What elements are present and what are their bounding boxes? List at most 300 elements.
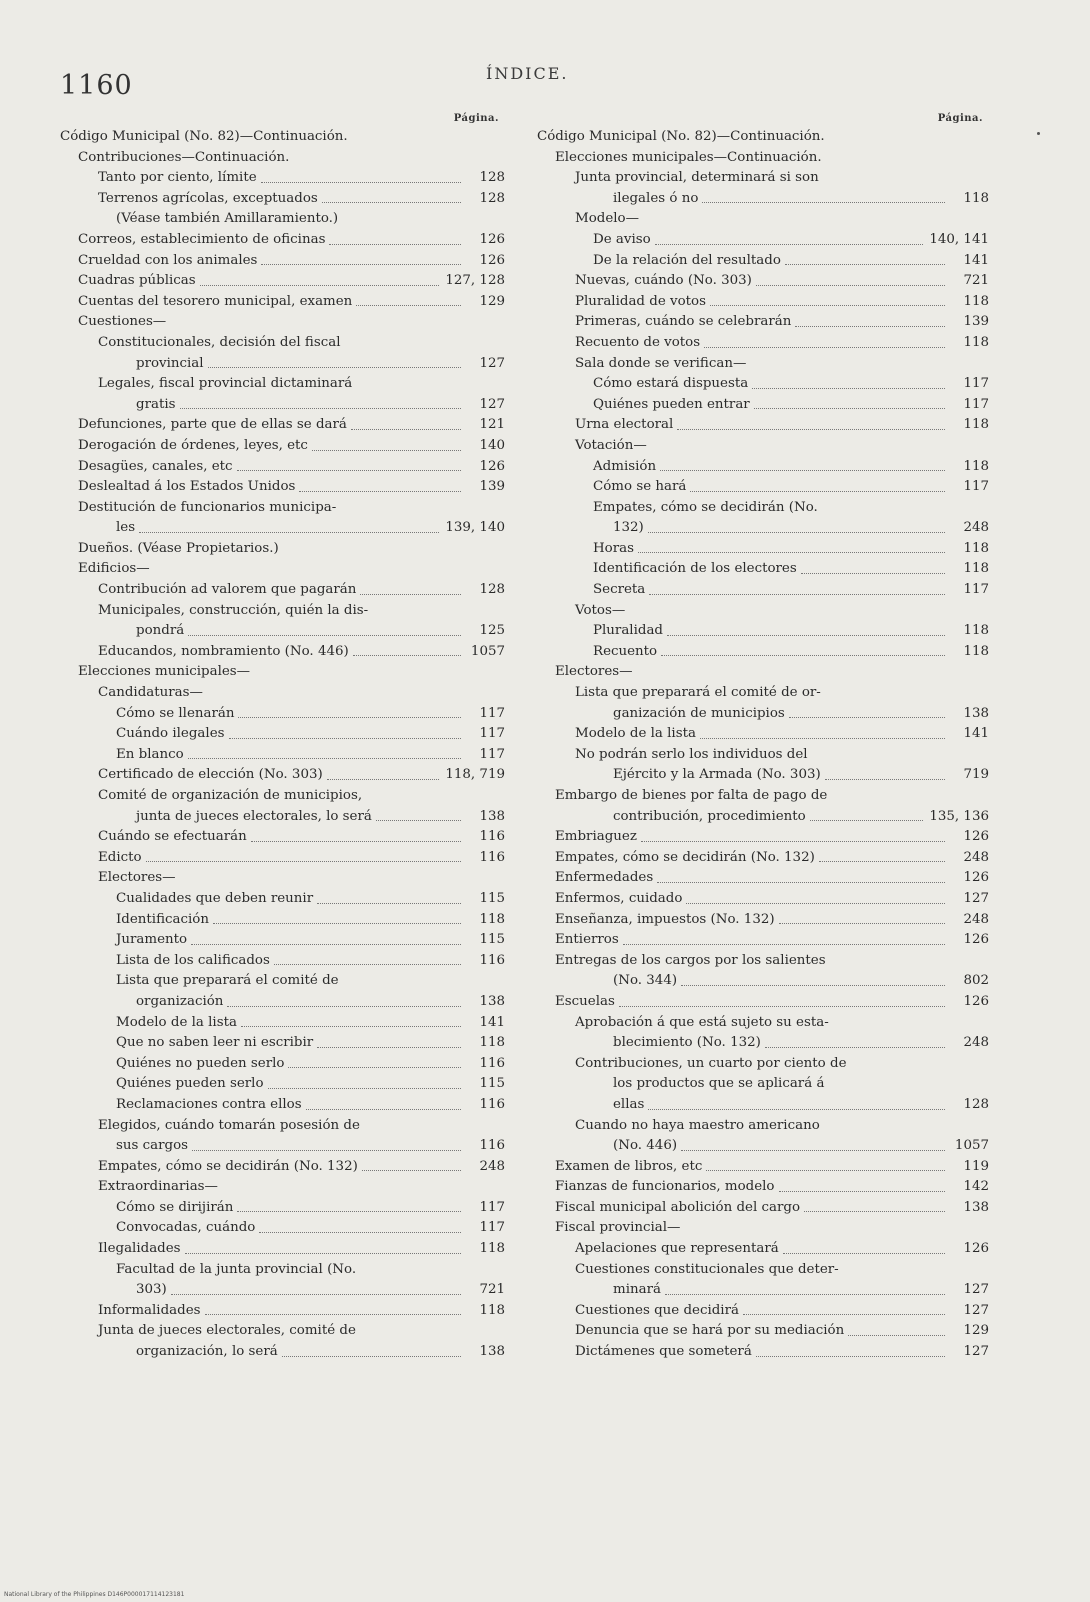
entry-page-number: 117 [479,726,505,742]
dot-leader [213,923,461,924]
entry-text: Recuento [593,643,658,659]
dot-leader [261,182,461,183]
index-entry [60,1136,505,1157]
entry-text: Votación— [575,437,647,453]
index-entry [60,436,505,457]
index-entry [60,1301,505,1322]
index-entry [60,251,505,272]
dot-leader [710,305,945,306]
entry-text: Defunciones, parte que de ellas se dará [78,417,347,433]
entry-page-number: 721 [479,1282,505,1298]
index-entry [537,415,989,436]
index-entry [60,518,505,539]
index-entry [537,765,989,786]
index-entry [60,1260,505,1281]
dot-leader [268,1088,461,1089]
entry-page-number: 126 [479,458,505,474]
dot-leader [200,285,440,286]
entry-page-number: 126 [963,932,989,948]
entry-text: Cuando no haya maestro americano [575,1117,820,1133]
index-entry [537,724,989,745]
entry-page-number: 115 [479,890,505,906]
entry-text: De la relación del resultado [593,252,781,268]
entry-text: Elegidos, cuándo tomarán posesión de [98,1117,360,1133]
dot-leader [227,1006,461,1007]
index-entry [537,1013,989,1034]
index-entry [537,662,989,683]
index-entry [60,168,505,189]
index-entry [60,1280,505,1301]
dot-leader [327,779,440,780]
index-entry [537,621,989,642]
entry-text: pondrá [136,623,185,639]
entry-page-number: 117 [479,746,505,762]
index-entry [60,354,505,375]
entry-text: Embriaguez [555,829,637,845]
index-entry [60,642,505,663]
dot-leader [756,1356,945,1357]
index-entry [60,333,505,354]
dot-leader [754,408,945,409]
index-entry [60,992,505,1013]
index-entry [60,930,505,951]
dot-leader [686,903,945,904]
dot-leader [825,779,945,780]
page-number: 1160 [60,70,133,101]
dot-leader [237,1211,461,1212]
index-entry [537,683,989,704]
index-entry [537,457,989,478]
index-entry [60,374,505,395]
index-entry [60,292,505,313]
entry-page-number: 127, 128 [445,273,505,289]
dot-leader [312,450,461,451]
entry-text: Enseñanza, impuestos (No. 132) [555,911,775,927]
entry-page-number: 126 [963,829,989,845]
entry-text: Secreta [593,582,646,598]
dot-leader [180,408,462,409]
entry-text: Extraordinarias— [98,1179,218,1195]
dot-leader [251,841,461,842]
dot-leader [306,1109,461,1110]
dot-leader [188,758,461,759]
entry-text: Contribución ad valorem que pagarán [98,582,357,598]
entry-page-number: 127 [963,890,989,906]
index-entry [60,1321,505,1342]
dot-leader [665,1294,945,1295]
dot-leader [208,367,461,368]
entry-text: Junta de jueces electorales, comité de [98,1323,356,1339]
entry-page-number: 118 [963,417,989,433]
index-entry [60,621,505,642]
entry-text: Deslealtad á los Estados Unidos [78,479,296,495]
dot-leader [317,1047,461,1048]
entry-page-number: 127 [963,1282,989,1298]
index-entry [60,704,505,725]
index-entry [537,1301,989,1322]
entry-text: Examen de libros, etc [555,1158,703,1174]
entry-text: Cómo se hará [593,479,687,495]
entry-page-number: 126 [963,870,989,886]
entry-text: Dictámenes que someterá [575,1344,752,1360]
entry-text: Legales, fiscal provincial dictaminará [98,376,353,392]
entry-text: Educandos, nombramiento (No. 446) [98,643,349,659]
entry-text: Aprobación á que está sujeto su esta- [575,1014,829,1030]
index-entry [537,1218,989,1239]
entry-text: Entregas de los cargos por los salientes [555,952,826,968]
index-entry [537,539,989,560]
entry-page-number: 248 [963,1035,989,1051]
entry-text: Fiscal municipal abolición del cargo [555,1199,801,1215]
entry-page-number: 116 [479,1138,505,1154]
entry-page-number: 116 [479,829,505,845]
index-entry [60,662,505,683]
entry-text: Nuevas, cuándo (No. 303) [575,273,752,289]
entry-text: organización [136,993,224,1009]
index-entry [60,1116,505,1137]
index-entry [60,1095,505,1116]
index-entry [537,971,989,992]
entry-text: los productos que se aplicará á [613,1076,825,1092]
dot-leader [282,1356,461,1357]
entry-text: No podrán serlo los individuos del [575,746,808,762]
entry-text: Cuadras públicas [78,273,196,289]
dot-leader [681,1150,945,1151]
dot-leader [785,264,945,265]
entry-text: Código Municipal (No. 82)—Continuación. [537,129,825,144]
dot-leader [706,1170,945,1171]
entry-text: Dueños. (Véase Propietarios.) [78,540,279,556]
entry-page-number: 248 [479,1158,505,1174]
entry-text: Crueldad con los animales [78,252,258,268]
entry-text: Edificios— [78,561,150,577]
entry-page-number: 118, 719 [445,767,505,783]
index-entry [60,848,505,869]
index-entry [537,168,989,189]
entry-page-number: 1057 [470,643,505,659]
dot-leader [752,388,945,389]
entry-text: Lista que preparará el comité de [116,973,339,989]
entry-page-number: 118 [963,643,989,659]
entry-page-number: 128 [479,582,505,598]
dot-leader [648,1109,945,1110]
index-entry [60,827,505,848]
entry-text: ellas [613,1096,645,1112]
index-entry [60,312,505,333]
index-entry [60,1198,505,1219]
index-entry [537,910,989,931]
entry-text: les [116,520,136,536]
entry-text: Certificado de elección (No. 303) [98,767,323,783]
index-entry [537,498,989,519]
index-entry [60,477,505,498]
index-entry [537,1095,989,1116]
index-entry [537,951,989,972]
entry-page-number: 138 [963,1199,989,1215]
index-entry [60,910,505,931]
entry-text: Ilegalidades [98,1241,181,1257]
entry-page-number: 128 [479,170,505,186]
stray-mark [1037,132,1040,135]
entry-page-number: 141 [479,1014,505,1030]
index-entry [537,312,989,333]
index-entry [537,354,989,375]
dot-leader [299,491,461,492]
entry-page-number: 117 [963,396,989,412]
index-entry [60,189,505,210]
entry-text: ilegales ó no [613,190,699,206]
index-entry [60,868,505,889]
entry-text: Empates, cómo se decidirán (No. [593,499,818,515]
entry-text: provincial [136,355,204,371]
entry-text: minará [613,1282,661,1298]
entry-text: Cómo se dirijirán [116,1199,234,1215]
entry-text: Modelo de la lista [116,1014,237,1030]
dot-leader [185,1253,461,1254]
entry-text: Cuestiones constitucionales que deter- [575,1261,839,1277]
entry-text: Empates, cómo se decidirán (No. 132) [98,1158,358,1174]
entry-page-number: 127 [479,355,505,371]
entry-text: Junta provincial, determinará si son [575,170,819,186]
entry-text: blecimiento (No. 132) [613,1035,761,1051]
index-entry [537,1177,989,1198]
entry-page-number: 140 [479,437,505,453]
index-entry [60,559,505,580]
running-head: ÍNDICE. [486,64,569,83]
entry-page-number: 719 [963,767,989,783]
entry-text: Contribuciones, un cuarto por ciento de [575,1055,847,1071]
entry-text: Fianzas de funcionarios, modelo [555,1179,775,1195]
entry-page-number: 117 [963,582,989,598]
index-entry [537,1260,989,1281]
dot-leader [362,1170,461,1171]
entry-text: Cómo se llenarán [116,705,235,721]
entry-text: Enfermedades [555,870,654,886]
entry-text: Admisión [593,458,657,474]
entry-text: Denuncia que se hará por su mediación [575,1323,845,1339]
entry-page-number: 118 [963,540,989,556]
dot-leader [229,738,462,739]
entry-page-number: 118 [479,1302,505,1318]
entry-text: Informalidades [98,1302,201,1318]
index-entry [537,642,989,663]
entry-page-number: 118 [963,458,989,474]
entry-text: contribución, procedimiento [613,808,806,824]
entry-text: Quiénes pueden entrar [593,396,750,412]
index-entry [537,395,989,416]
entry-text: En blanco [116,746,184,762]
index-entry [537,992,989,1013]
entry-text: Sala donde se verifican— [575,355,747,371]
entry-text: Recuento de votos [575,334,701,350]
entry-page-number: 141 [963,726,989,742]
index-entry [60,498,505,519]
entry-text: Desagües, canales, etc [78,458,233,474]
entry-text: Empates, cómo se decidirán (No. 132) [555,849,815,865]
index-entry [60,1033,505,1054]
entry-text: Elecciones municipales— [78,664,251,680]
entry-text: Cuándo ilegales [116,726,225,742]
entry-page-number: 138 [479,993,505,1009]
entry-text: (Véase también Amillaramiento.) [116,211,339,227]
entry-page-number: 118 [479,911,505,927]
dot-leader [783,1253,945,1254]
entry-text: Tanto por ciento, límite [98,170,257,186]
index-entry [60,601,505,622]
dot-leader [702,202,945,203]
index-entry [537,1033,989,1054]
entry-page-number: 127 [479,396,505,412]
entry-page-number: 118 [479,1241,505,1257]
entry-text: Urna electoral [575,417,674,433]
dot-leader [657,882,945,883]
entry-page-number: 127 [963,1302,989,1318]
index-entry [537,189,989,210]
index-entry [60,457,505,478]
entry-text: Constitucionales, decisión del fiscal [98,334,341,350]
index-entry [60,271,505,292]
entry-text: Juramento [116,932,188,948]
dot-leader [810,820,924,821]
entry-text: Pluralidad de votos [575,293,706,309]
dot-leader [804,1211,945,1212]
entry-page-number: 142 [963,1179,989,1195]
dot-leader [690,491,945,492]
index-entry [537,1198,989,1219]
entry-page-number: 118 [963,561,989,577]
entry-page-number: 115 [479,932,505,948]
entry-text: Entierros [555,932,619,948]
dot-leader [779,923,945,924]
entry-text: Apelaciones que representará [575,1241,779,1257]
entry-page-number: 139, 140 [445,520,505,536]
entry-text: gratis [136,396,176,412]
entry-text: Reclamaciones contra ellos [116,1096,302,1112]
entry-page-number: 117 [479,705,505,721]
index-entry [537,580,989,601]
dot-leader [237,470,461,471]
index-entry [537,251,989,272]
index-entry [60,539,505,560]
index-column-left [60,112,505,1363]
dot-leader [351,429,461,430]
entry-text: Quiénes pueden serlo [116,1076,264,1092]
dot-leader [677,429,945,430]
entry-text: Que no saben leer ni escribir [116,1035,314,1051]
index-entry [60,209,505,230]
library-credit: National Library of the Philippines D146P000017114123181 [4,1591,185,1598]
index-entry [537,292,989,313]
entry-text: organización, lo será [136,1344,278,1360]
dot-leader [661,655,945,656]
index-entry [537,1116,989,1137]
entry-text: Elecciones municipales—Continuación. [555,149,822,165]
entry-text: Escuelas [555,993,615,1009]
index-entry [537,1239,989,1260]
index-entry [537,518,989,539]
index-entry [537,827,989,848]
entry-text: Lista de los calificados [116,952,270,968]
dot-leader [779,1191,946,1192]
dot-leader [756,285,945,286]
dot-leader [191,944,461,945]
dot-leader [700,738,945,739]
entry-text: (No. 344) [613,973,678,989]
index-entry [60,765,505,786]
entry-page-number: 126 [479,231,505,247]
entry-page-number: 138 [479,808,505,824]
index-entry [537,436,989,457]
entry-page-number: 140, 141 [929,231,989,247]
column-header: Página. [453,113,499,124]
dot-leader [619,1006,945,1007]
index-entry [60,127,505,148]
entry-text: Terrenos agrícolas, exceptuados [98,190,318,206]
dot-leader [241,1026,461,1027]
entry-text: junta de jueces electorales, lo será [136,808,372,824]
dot-leader [638,552,945,553]
entry-page-number: 139 [479,479,505,495]
entry-text: Cuestiones— [78,314,167,330]
entry-page-number: 119 [963,1158,989,1174]
entry-page-number: 117 [963,479,989,495]
entry-text: Derogación de órdenes, leyes, etc [78,437,308,453]
entry-page-number: 126 [479,252,505,268]
entry-text: Contribuciones—Continuación. [78,149,290,165]
index-entry [60,415,505,436]
entry-text: Edicto [98,849,142,865]
dot-leader [360,594,461,595]
dot-leader [139,532,439,533]
index-entry [60,724,505,745]
dot-leader [655,244,924,245]
dot-leader [238,717,461,718]
dot-leader [288,1067,461,1068]
index-entry [60,971,505,992]
dot-leader [322,202,461,203]
dot-leader [649,594,945,595]
index-entry [60,1239,505,1260]
dot-leader [356,305,461,306]
dot-leader [648,532,945,533]
entry-page-number: 116 [479,849,505,865]
entry-text: Cualidades que deben reunir [116,890,314,906]
dot-leader [819,861,945,862]
index-entry [537,1157,989,1178]
entry-page-number: 128 [963,1096,989,1112]
entry-page-number: 115 [479,1076,505,1092]
index-entry [537,704,989,725]
dot-leader [192,1150,461,1151]
entry-page-number: 127 [963,1344,989,1360]
entry-text: Modelo de la lista [575,726,696,742]
entry-page-number: 138 [479,1344,505,1360]
entry-page-number: 135, 136 [929,808,989,824]
dot-leader [317,903,461,904]
index-entry [60,395,505,416]
index-entry [537,601,989,622]
index-entry [537,209,989,230]
dot-leader [743,1314,945,1315]
index-entry [60,580,505,601]
index-entry [537,868,989,889]
index-entry [537,1342,989,1363]
entry-text: Electores— [555,664,633,680]
entry-text: Facultad de la junta provincial (No. [116,1261,357,1277]
index-entry [60,951,505,972]
entry-page-number: 117 [963,376,989,392]
dot-leader [848,1335,945,1336]
